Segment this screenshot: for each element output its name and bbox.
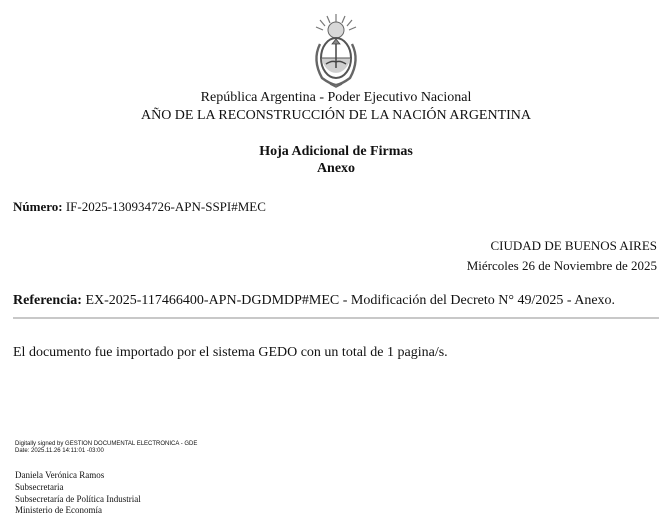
digital-signature-date: Date: 2025.11.26 14:11:01 -03:00	[15, 448, 104, 454]
divider	[13, 317, 659, 319]
signer-role: Subsecretaria	[15, 482, 64, 492]
number-value: IF-2025-130934726-APN-SSPI#MEC	[65, 199, 266, 214]
document-type: Hoja Adicional de Firmas	[259, 144, 413, 159]
signer-office: Subsecretaría de Política Industrial	[15, 494, 141, 504]
document-subtitle: Anexo	[316, 161, 356, 176]
date: Miércoles 26 de Noviembre de 2025	[466, 258, 657, 273]
number-label: Número:	[13, 199, 63, 214]
header-line-2: AÑO DE LA RECONSTRUCCIÓN DE LA NACIÓN ARGENTINA	[140, 108, 532, 123]
reference	[13, 293, 615, 309]
document-number	[13, 199, 266, 214]
reference-label: Referencia:	[13, 293, 82, 308]
reference-value: EX-2025-117466400-APN-DGDMDP#MEC - Modificación del Decreto N° 49/2025 - Anexo.	[85, 293, 616, 308]
header-line-1: República Argentina - Poder Ejecutivo Nacional	[200, 90, 472, 105]
digital-signature-line-1: Digitally signed by GESTION DOCUMENTAL ELECTRONICA - GDE	[15, 441, 198, 447]
argentina-coat-of-arms-icon	[310, 12, 362, 88]
city: CIUDAD DE BUENOS AIRES	[490, 238, 657, 253]
signer-ministry: Ministerio de Economía	[15, 505, 102, 515]
signer-name: Daniela Verónica Ramos	[15, 470, 105, 480]
body-text: El documento fue importado por el sistema GEDO con un total de 1 pagina/s.	[13, 345, 448, 360]
